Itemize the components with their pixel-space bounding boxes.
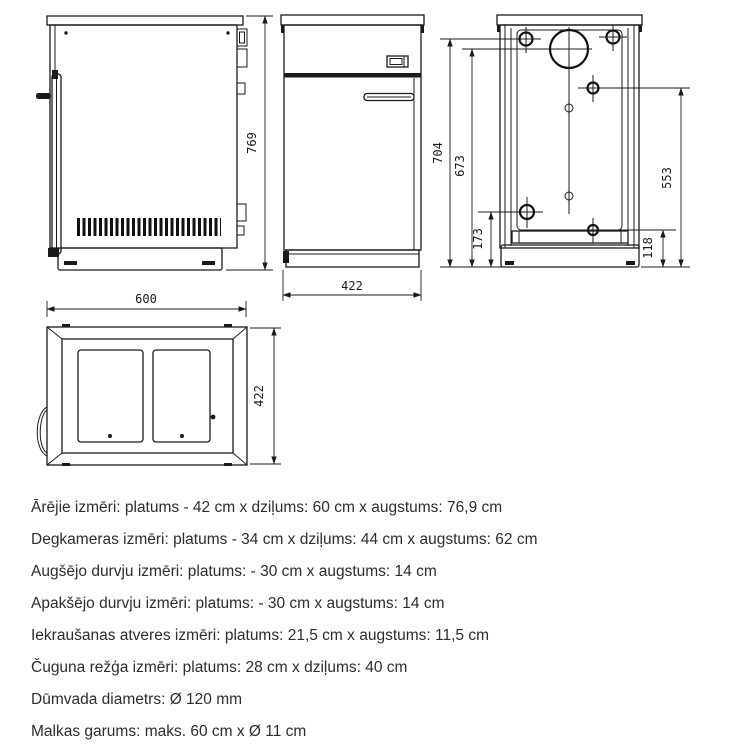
- foot: [64, 261, 77, 265]
- bolt-bottom-left: [520, 197, 534, 228]
- back-view-drawing: [497, 15, 642, 267]
- plate-dot: [180, 434, 184, 438]
- screw-dot: [226, 31, 229, 34]
- dim-label-673: 673: [453, 155, 467, 177]
- hinge-top: [52, 70, 58, 79]
- specifications-list: [31, 492, 731, 748]
- foot: [505, 261, 514, 265]
- top-inner-frame: [62, 339, 233, 453]
- screw-dot: [64, 31, 67, 34]
- spec-upper-door: Augšējo durvju izmēri: platums: - 30 cm x augstums: 14 cm: [31, 563, 437, 580]
- side-view-drawing: [36, 16, 247, 270]
- front-view-drawing: [281, 15, 424, 267]
- dim-height-769: [226, 16, 273, 270]
- top-view-drawing: [37, 324, 247, 466]
- side-body: [50, 25, 237, 248]
- dim-label-704: 704: [431, 142, 445, 164]
- foot: [202, 261, 215, 265]
- spec-firewood-length: Malkas garums: maks. 60 cm x Ø 11 cm: [31, 723, 307, 740]
- door-divider: [284, 73, 421, 78]
- latch-dot: [211, 415, 216, 420]
- dim-label-422-front: 422: [341, 279, 363, 293]
- dim-173: [471, 212, 543, 267]
- side-top-plate: [47, 16, 243, 25]
- bolt-top-right: [599, 25, 627, 51]
- base-latch: [283, 251, 289, 263]
- dim-front-width-422: [283, 270, 421, 301]
- dim-label-173: 173: [471, 228, 485, 250]
- side-base: [58, 248, 222, 270]
- spec-flue-diameter: Dūmvada diametrs: Ø 120 mm: [31, 691, 243, 708]
- dim-label-769: 769: [245, 132, 259, 154]
- top-outer-frame: [47, 327, 247, 465]
- vent-slots: [75, 218, 221, 236]
- dim-label-600: 600: [135, 292, 157, 306]
- bolt-mid-right: [588, 75, 599, 102]
- upper-door-latch: [387, 56, 408, 67]
- front-base: [286, 250, 419, 267]
- foot: [626, 261, 635, 265]
- plate-dot: [108, 434, 112, 438]
- lower-door-handle: [364, 94, 414, 101]
- spec-outer-dimensions: Ārējie izmēri: platums - 42 cm x dziļums: 60 cm x augstums: 76,9 cm: [31, 499, 503, 516]
- spec-loading-opening: Iekraušanas atveres izmēri: platums: 21,5 cm x augstums: 11,5 cm: [31, 627, 490, 644]
- spec-firebox-dimensions: Degkameras izmēri: platums - 34 cm x dziļums: 44 cm x augstums: 62 cm: [31, 531, 538, 548]
- door-handle-pin: [36, 93, 51, 99]
- dim-label-118: 118: [641, 237, 655, 259]
- back-shelf: [512, 231, 628, 243]
- dim-depth-600: [47, 292, 246, 317]
- top-plate-right: [153, 350, 210, 442]
- rear-brackets: [237, 29, 247, 235]
- back-top-plate: [497, 15, 642, 25]
- dim-label-422-top: 422: [252, 385, 266, 407]
- top-plate-left: [78, 350, 143, 442]
- dim-top-depth-422: [250, 328, 281, 464]
- front-top-plate: [281, 15, 424, 25]
- dim-label-553: 553: [660, 167, 674, 189]
- spec-lower-door: Apakšējo durvju izmēri: platums: - 30 cm x augstums: 14 cm: [31, 595, 445, 612]
- side-handle-arc: [37, 407, 47, 456]
- spec-cast-iron-grate: Čuguna režģa izmēri: platums: 28 cm x dziļums: 40 cm: [31, 659, 408, 676]
